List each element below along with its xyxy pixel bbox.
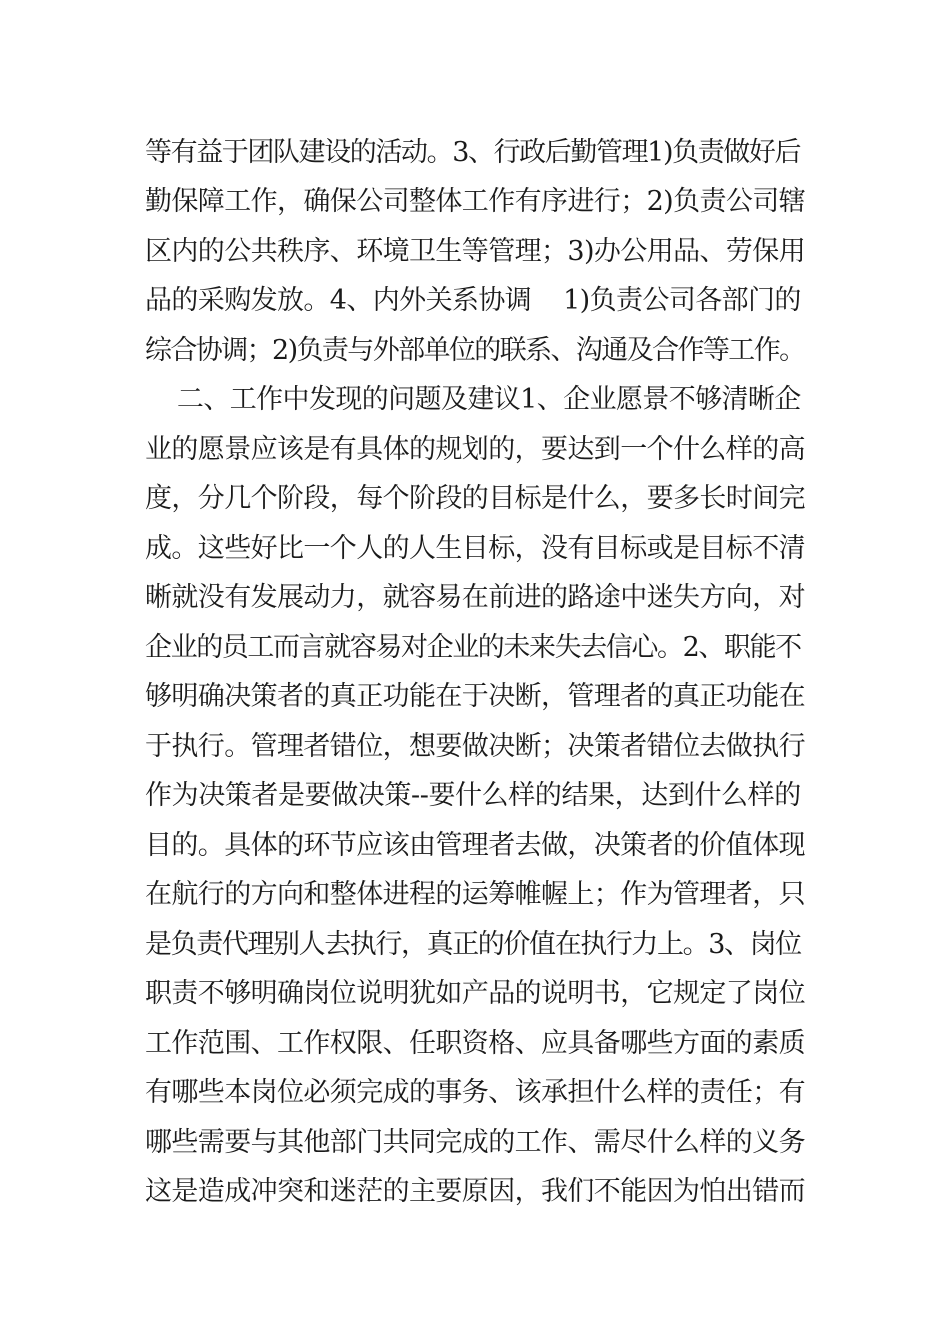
text-line: 等有益于团队建设的活动。3、行政后勤管理1)负责做好后 [145, 137, 801, 168]
text-line: 工作范围、工作权限、任职资格、应具备哪些方面的素质 [145, 1028, 805, 1059]
text-line: 综合协调；2)负责与外部单位的联系、沟通及合作等工作。 [145, 335, 805, 366]
text-line: 在航行的方向和整体进程的运筹帷幄上；作为管理者，只 [145, 879, 805, 910]
text-line: 品的采购发放。4、内外关系协调 1)负责公司各部门的 [145, 285, 801, 316]
text-line: 于执行。管理者错位，想要做决断；决策者错位去做执行 [145, 731, 805, 762]
text-line: 业的愿景应该是有具体的规划的，要达到一个什么样的高 [145, 434, 805, 465]
text-line: 是负责代理别人去执行，真正的价值在执行力上。3、岗位 [145, 929, 801, 960]
text-line: 成。这些好比一个人的人生目标，没有目标或是目标不清 [145, 533, 805, 564]
text-line: 区内的公共秩序、环境卫生等管理；3)办公用品、劳保用 [145, 236, 806, 267]
text-line: 目的。具体的环节应该由管理者去做，决策者的价值体现 [145, 830, 805, 861]
text-line: 哪些需要与其他部门共同完成的工作、需尽什么样的义务 [145, 1127, 805, 1158]
text-line: 度，分几个阶段，每个阶段的目标是什么，要多长时间完 [145, 483, 805, 514]
text-line: 够明确决策者的真正功能在于决断，管理者的真正功能在 [145, 681, 805, 712]
text-line: 作为决策者是要做决策--要什么样的结果，达到什么样的 [145, 780, 801, 811]
text-line: 勤保障工作，确保公司整体工作有序进行；2)负责公司辖 [145, 186, 806, 217]
text-line: 晰就没有发展动力，就容易在前进的路途中迷失方向，对 [145, 582, 805, 613]
text-line: 有哪些本岗位必须完成的事务、该承担什么样的责任；有 [145, 1077, 805, 1108]
text-line: 二、工作中发现的问题及建议1、企业愿景不够清晰企 [145, 384, 801, 415]
text-line: 职责不够明确岗位说明犹如产品的说明书，它规定了岗位 [145, 978, 805, 1009]
text-line: 这是造成冲突和迷茫的主要原因，我们不能因为怕出错而 [145, 1176, 805, 1207]
text-line: 企业的员工而言就容易对企业的未来失去信心。2、职能不 [145, 632, 801, 663]
